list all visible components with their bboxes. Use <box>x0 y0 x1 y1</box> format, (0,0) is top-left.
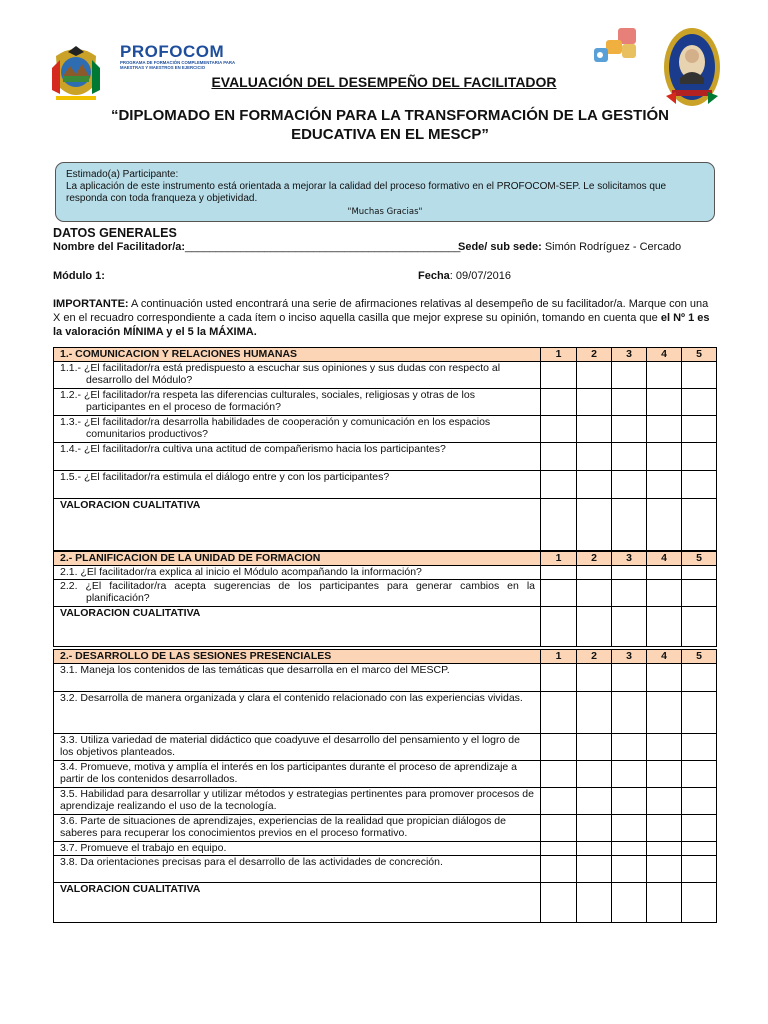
rating-cell-3[interactable] <box>612 814 647 841</box>
rating-cell-1[interactable] <box>541 841 577 855</box>
scale-5: 5 <box>682 650 717 664</box>
scale-3: 3 <box>612 650 647 664</box>
rating-cell-2[interactable] <box>577 663 612 691</box>
qualitative-cell[interactable] <box>541 498 577 550</box>
section-header-row <box>54 348 717 362</box>
rating-cell-3[interactable] <box>612 415 647 442</box>
rating-cell-1[interactable] <box>541 691 577 733</box>
rating-cell-4[interactable] <box>647 415 682 442</box>
question-number: 1.4.- <box>60 442 82 455</box>
question-body: ¿El facilitador/ra está predispuesto a escuchar sus opiniones y sus dudas con respecto al desarrollo del Módulo? <box>83 361 501 386</box>
modulo-label: Módulo 1: <box>53 270 105 282</box>
rating-cell-1[interactable] <box>541 388 577 415</box>
table-row <box>54 733 717 760</box>
rating-cell-3[interactable] <box>612 841 647 855</box>
qualitative-cell[interactable] <box>682 606 717 646</box>
scale-1: 1 <box>541 650 577 664</box>
qualitative-row <box>54 606 717 646</box>
section-header-row <box>54 650 717 664</box>
qualitative-row <box>54 882 717 922</box>
rating-cell-2[interactable] <box>577 415 612 442</box>
scale-2: 2 <box>577 552 612 566</box>
profocom-subtitle: PROGRAMA DE FORMACIÓN COMPLEMENTARIA PARA MAESTRAS Y MAESTROS EN EJERCICIO <box>120 60 235 70</box>
rating-cell-2[interactable] <box>577 565 612 579</box>
rating-cell-2[interactable] <box>577 841 612 855</box>
rating-cell-3[interactable] <box>612 470 647 498</box>
rating-cell-5[interactable] <box>682 361 717 388</box>
rating-cell-5[interactable] <box>682 787 717 814</box>
section-title: 1.- COMUNICACION Y RELACIONES HUMANAS <box>54 348 541 362</box>
section-header-row <box>54 552 717 566</box>
rating-cell-3[interactable] <box>612 760 647 787</box>
rating-cell-1[interactable] <box>541 760 577 787</box>
note-greeting: Estimado(a) Participante: <box>66 169 179 180</box>
rating-cell-4[interactable] <box>647 814 682 841</box>
rating-cell-5[interactable] <box>682 855 717 882</box>
question-body: ¿El facilitador/ra estimula el diálogo entre y con los participantes? <box>83 470 390 483</box>
question-number: 2.2. <box>60 579 78 592</box>
note-thanks: "Muchas Gracias" <box>347 207 423 217</box>
rating-cell-3[interactable] <box>612 565 647 579</box>
scale-3: 3 <box>612 552 647 566</box>
participant-note-box <box>55 162 715 222</box>
fecha-field <box>418 270 511 282</box>
facilitador-label: Nombre del Facilitador/a: <box>53 241 186 253</box>
rating-cell-4[interactable] <box>647 691 682 733</box>
rating-cell-4[interactable] <box>647 733 682 760</box>
section-2-table <box>53 551 717 647</box>
rating-cell-1[interactable] <box>541 733 577 760</box>
rating-cell-5[interactable] <box>682 442 717 470</box>
rating-cell-4[interactable] <box>647 579 682 606</box>
rating-cell-2[interactable] <box>577 442 612 470</box>
rating-cell-2[interactable] <box>577 388 612 415</box>
diplomado-title-line2: EDUCATIVA EN EL MESCP” <box>291 126 489 143</box>
rating-cell-5[interactable] <box>682 415 717 442</box>
qualitative-cell[interactable] <box>647 498 682 550</box>
importante-label: IMPORTANTE: <box>53 298 129 310</box>
facilitador-blank-line[interactable]: _____________________________________________ <box>185 241 461 253</box>
scale-2: 2 <box>577 650 612 664</box>
question-text: 3.1. Maneja los contenidos de las temáticas que desarrolla en el marco del MESCP. <box>54 663 541 691</box>
qualitative-cell[interactable] <box>612 882 647 922</box>
sede-label: Sede/ sub sede: <box>458 241 542 253</box>
qualitative-cell[interactable] <box>577 498 612 550</box>
importante-instructions <box>53 297 718 339</box>
qualitative-cell[interactable] <box>647 882 682 922</box>
question-text <box>54 470 541 498</box>
question-text: 3.5. Habilidad para desarrollar y utilizar métodos y estrategias pertinentes para promover procesos de aprendizaje realizando el uso de la tecnología. <box>54 787 541 814</box>
section-title: 2.- DESARROLLO DE LAS SESIONES PRESENCIALES <box>54 650 541 664</box>
question-number: 1.1.- <box>60 361 82 374</box>
qualitative-cell[interactable] <box>612 498 647 550</box>
table-row <box>54 442 717 470</box>
scale-4: 4 <box>647 348 682 362</box>
rating-cell-1[interactable] <box>541 787 577 814</box>
question-text: 3.4. Promueve, motiva y amplía el interés en los participantes durante el proceso de aprendizaje a partir de los contenidos desarrollados. <box>54 760 541 787</box>
rating-cell-3[interactable] <box>612 388 647 415</box>
question-body: ¿El facilitador/ra desarrolla habilidades de cooperación y comunicación en los espacios comunitarios productivos? <box>83 415 491 440</box>
rating-cell-2[interactable] <box>577 787 612 814</box>
rating-cell-2[interactable] <box>577 733 612 760</box>
diplomado-title <box>110 106 670 144</box>
rating-cell-1[interactable] <box>541 855 577 882</box>
fecha-value: : 09/07/2016 <box>449 270 511 282</box>
question-text: 3.3. Utiliza variedad de material didáctico que coadyuve el desarrollo del pensamiento y el logro de los objetivos planteados. <box>54 733 541 760</box>
scale-2: 2 <box>577 348 612 362</box>
rating-cell-2[interactable] <box>577 814 612 841</box>
question-number: 1.2.- <box>60 388 82 401</box>
table-row <box>54 470 717 498</box>
qualitative-cell[interactable] <box>577 606 612 646</box>
table-row <box>54 579 717 606</box>
rating-cell-3[interactable] <box>612 579 647 606</box>
rating-cell-1[interactable] <box>541 814 577 841</box>
question-number: 1.3.- <box>60 415 82 428</box>
rating-cell-5[interactable] <box>682 579 717 606</box>
rating-cell-2[interactable] <box>577 760 612 787</box>
rating-cell-3[interactable] <box>612 442 647 470</box>
table-row <box>54 814 717 841</box>
puzzle-logo-icon <box>592 26 644 68</box>
question-body: ¿El facilitador/ra explica al inicio el Módulo acompañando la información? <box>80 565 422 578</box>
facilitador-field[interactable] <box>53 241 460 253</box>
question-text <box>54 579 541 606</box>
rating-cell-5[interactable] <box>682 470 717 498</box>
question-text <box>54 565 541 579</box>
rating-cell-5[interactable] <box>682 733 717 760</box>
rating-cell-1[interactable] <box>541 442 577 470</box>
rating-cell-4[interactable] <box>647 760 682 787</box>
question-body: ¿El facilitador/ra cultiva una actitud de compañerismo hacia los participantes? <box>83 442 446 455</box>
rating-cell-3[interactable] <box>612 691 647 733</box>
rating-cell-1[interactable] <box>541 579 577 606</box>
rating-cell-1[interactable] <box>541 565 577 579</box>
table-row <box>54 415 717 442</box>
diplomado-title-line1: “DIPLOMADO EN FORMACIÓN PARA LA TRANSFORMACIÓN DE LA GESTIÓN <box>110 107 670 124</box>
rating-cell-2[interactable] <box>577 691 612 733</box>
importante-bold-tail: el Nº 1 es la valoración MÍNIMA y el 5 la MÁXIMA. <box>53 312 710 338</box>
table-row <box>54 855 717 882</box>
importante-text: A continuación usted encontrará una serie de afirmaciones relativas al desempeño de su facilitador/a. Marque con una X en el recuadro correspondiente a cada ítem o inciso aquella casilla que mejor exprese su opinión, tomando en cuenta que <box>53 298 709 324</box>
question-text <box>54 361 541 388</box>
scale-3: 3 <box>612 348 647 362</box>
sede-field <box>458 241 681 253</box>
rating-cell-3[interactable] <box>612 787 647 814</box>
rating-cell-1[interactable] <box>541 470 577 498</box>
table-row <box>54 691 717 733</box>
qualitative-cell[interactable] <box>541 606 577 646</box>
rating-cell-3[interactable] <box>612 663 647 691</box>
qualitative-label: VALORACION CUALITATIVA <box>54 882 541 922</box>
rating-cell-4[interactable] <box>647 388 682 415</box>
rating-cell-3[interactable] <box>612 361 647 388</box>
fecha-label: Fecha <box>418 270 450 282</box>
table-row <box>54 565 717 579</box>
question-number: 1.5.- <box>60 470 82 483</box>
rating-cell-1[interactable] <box>541 361 577 388</box>
rating-cell-4[interactable] <box>647 470 682 498</box>
question-text: 3.2. Desarrolla de manera organizada y clara el contenido relacionado con las experiencias vividas. <box>54 691 541 733</box>
question-text: 3.7. Promueve el trabajo en equipo. <box>54 841 541 855</box>
rating-cell-1[interactable] <box>541 415 577 442</box>
scale-4: 4 <box>647 650 682 664</box>
question-body: ¿El facilitador/ra respeta las diferencias culturales, sociales, religiosas y otras de los participantes en el proceso de formación? <box>83 388 475 413</box>
rating-cell-4[interactable] <box>647 361 682 388</box>
table-row <box>54 361 717 388</box>
qualitative-cell[interactable] <box>541 882 577 922</box>
qualitative-cell[interactable] <box>647 606 682 646</box>
datos-generales-title: DATOS GENERALES <box>53 226 177 240</box>
qualitative-row <box>54 498 717 550</box>
table-row <box>54 760 717 787</box>
university-seal-icon <box>662 26 722 108</box>
question-body: ¿El facilitador/ra acepta sugerencias de los participantes para generar cambios en la planificación? <box>85 579 535 604</box>
qualitative-cell[interactable] <box>577 882 612 922</box>
table-row <box>54 388 717 415</box>
section-title: 2.- PLANIFICACION DE LA UNIDAD DE FORMACION <box>54 552 541 566</box>
qualitative-cell[interactable] <box>612 606 647 646</box>
question-text <box>54 388 541 415</box>
rating-cell-4[interactable] <box>647 841 682 855</box>
table-row <box>54 787 717 814</box>
rating-cell-5[interactable] <box>682 841 717 855</box>
rating-cell-1[interactable] <box>541 663 577 691</box>
rating-cell-2[interactable] <box>577 361 612 388</box>
table-row <box>54 663 717 691</box>
sede-value: Simón Rodríguez - Cercado <box>544 241 682 253</box>
profocom-logo: PROFOCOM <box>120 42 225 61</box>
question-text: 3.8. Da orientaciones precisas para el desarrollo de las actividades de concreción. <box>54 855 541 882</box>
rating-cell-2[interactable] <box>577 579 612 606</box>
qualitative-cell[interactable] <box>682 498 717 550</box>
rating-cell-5[interactable] <box>682 814 717 841</box>
section-1-table <box>53 347 717 551</box>
evaluation-title: EVALUACIÓN DEL DESEMPEÑO DEL FACILITADOR <box>211 74 557 90</box>
qualitative-label: VALORACION CUALITATIVA <box>54 498 541 550</box>
rating-cell-5[interactable] <box>682 691 717 733</box>
rating-cell-5[interactable] <box>682 663 717 691</box>
rating-cell-4[interactable] <box>647 855 682 882</box>
scale-1: 1 <box>541 552 577 566</box>
question-text <box>54 415 541 442</box>
rating-cell-5[interactable] <box>682 565 717 579</box>
question-number: 2.1. <box>60 565 78 578</box>
rating-cell-5[interactable] <box>682 760 717 787</box>
rating-cell-2[interactable] <box>577 855 612 882</box>
scale-5: 5 <box>682 348 717 362</box>
qualitative-cell[interactable] <box>682 882 717 922</box>
rating-cell-4[interactable] <box>647 442 682 470</box>
rating-cell-3[interactable] <box>612 733 647 760</box>
question-text <box>54 442 541 470</box>
table-row <box>54 841 717 855</box>
rating-cell-5[interactable] <box>682 388 717 415</box>
scale-1: 1 <box>541 348 577 362</box>
rating-cell-4[interactable] <box>647 565 682 579</box>
qualitative-label: VALORACION CUALITATIVA <box>54 606 541 646</box>
scale-4: 4 <box>647 552 682 566</box>
rating-cell-3[interactable] <box>612 855 647 882</box>
rating-cell-4[interactable] <box>647 787 682 814</box>
rating-cell-4[interactable] <box>647 663 682 691</box>
note-body: La aplicación de este instrumento está orientada a mejorar la calidad del proceso formativo en el PROFOCOM-SEP. Le solicitamos que responda con toda franqueza y objetividad. <box>66 181 667 204</box>
rating-cell-2[interactable] <box>577 470 612 498</box>
scale-5: 5 <box>682 552 717 566</box>
section-3-table <box>53 649 717 923</box>
question-text: 3.6. Parte de situaciones de aprendizajes, experiencias de la realidad que propician diálogos de saberes para recuperar los conocimientos previos en el proceso formativo. <box>54 814 541 841</box>
